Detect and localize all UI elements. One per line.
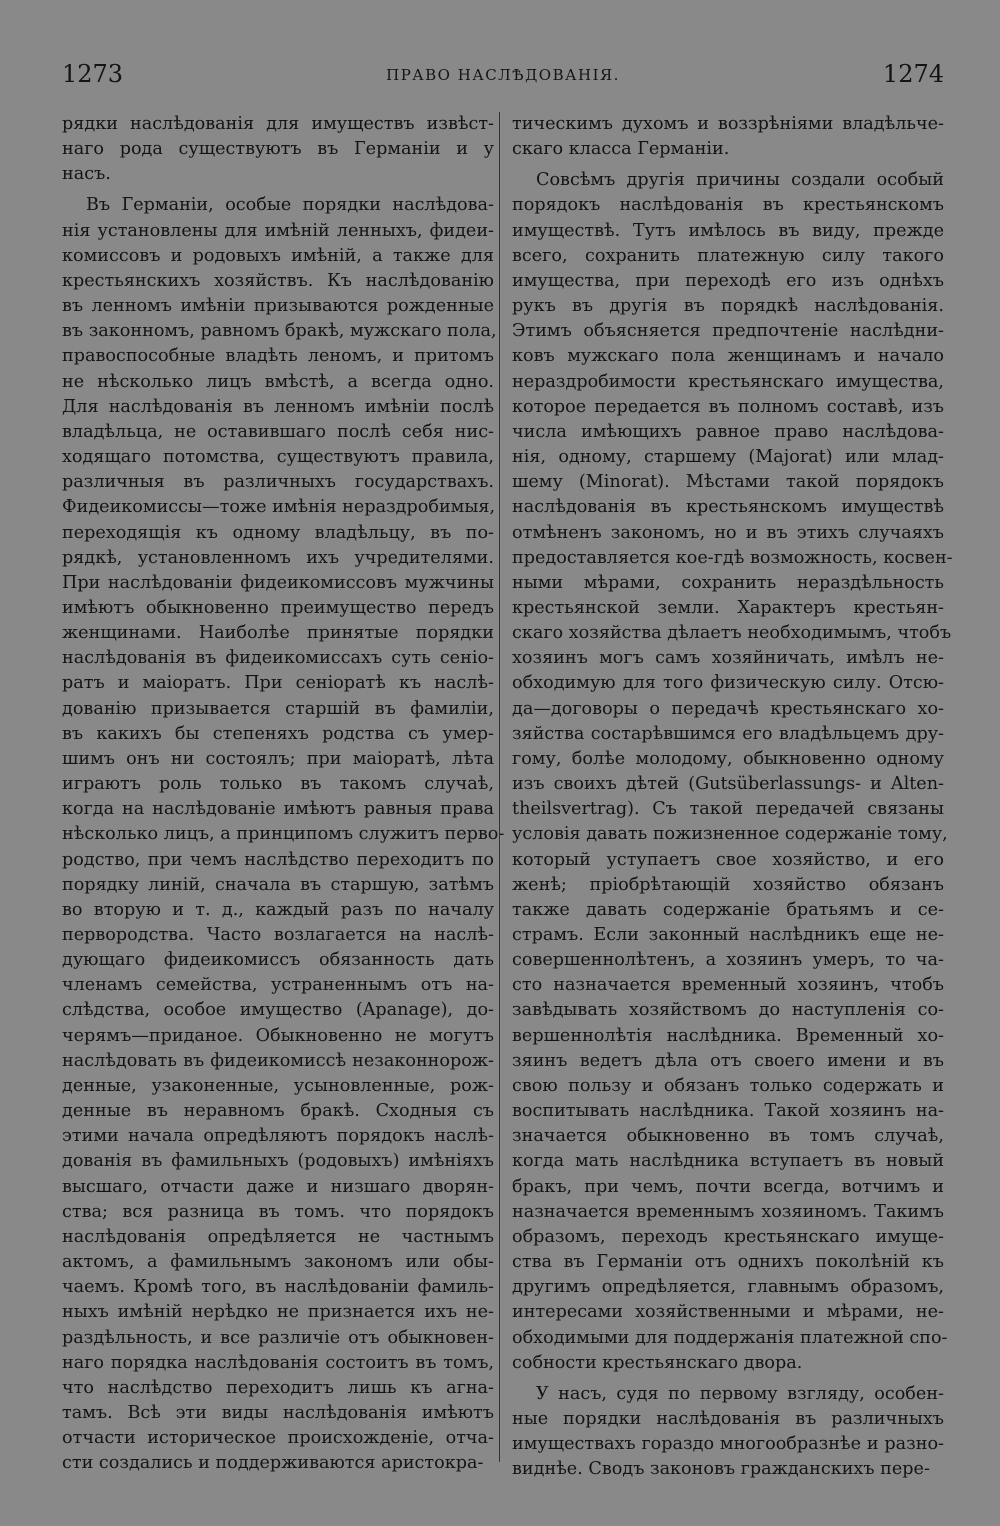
text-line: насъ. — [62, 164, 111, 185]
text-line: имуществѣ. Тутъ имѣлось въ виду, прежде — [512, 220, 944, 241]
text-line: Этимъ объясняется предпочтеніе наслѣдни- — [512, 321, 944, 342]
text-line: женѣ; пріобрѣтающій хозяйство обязанъ — [512, 874, 944, 895]
text-line: нія установлены для имѣній ленныхъ, фидеи- — [62, 220, 494, 241]
text-line: ходящаго потомства, существуютъ правила, — [62, 447, 494, 468]
text-line: женщинами. Наиболѣе принятые порядки — [62, 623, 494, 644]
text-line: наго порядка наслѣдованія состоитъ въ томъ, — [62, 1352, 494, 1373]
text-line: ныхъ имѣній нерѣдко не признается ихъ не- — [62, 1302, 494, 1323]
text-line: наслѣдованія въ крестьянскомъ имуществѣ — [512, 497, 944, 518]
left-column — [62, 112, 505, 1476]
text-line: назначается временнымъ хозяиномъ. Такимъ — [512, 1201, 944, 1222]
text-line: ратъ и маіоратъ. При сеніоратѣ къ наслѣ- — [62, 673, 494, 694]
text-line: theilsvertrag). Съ такой передачей связаны — [512, 799, 944, 820]
text-line: зяинъ ведетъ дѣла отъ своего имени и въ — [512, 1050, 944, 1071]
text-line: имѣютъ обыкновенно преимущество передъ — [62, 597, 494, 618]
text-line: бракъ, при чемъ, почти всегда, вотчимъ и — [512, 1176, 944, 1197]
text-line: ными мѣрами, сохранить нераздѣльность — [512, 572, 944, 593]
text-line: актомъ, а фамильнымъ закономъ или обы- — [62, 1252, 494, 1273]
text-line: въ ленномъ имѣніи призываются рожденные — [62, 296, 494, 317]
text-line: интересами хозяйственными и мѣрами, не- — [512, 1302, 944, 1323]
page-number-right: 1274 — [882, 60, 944, 88]
text-line: другимъ опредѣляется, главнымъ образомъ, — [512, 1277, 944, 1298]
text-line: порядку линій, сначала въ старшую, затѣмъ — [62, 874, 494, 895]
text-line: отмѣненъ закономъ, но и въ этихъ случаяхъ — [512, 522, 944, 543]
text-line: крестьянскихъ хозяйствъ. Къ наслѣдованію — [62, 270, 494, 291]
text-line: когда мать наслѣдника вступаетъ въ новый — [512, 1151, 944, 1172]
text-line: правоспособные владѣть леномъ, и притомъ — [62, 346, 494, 367]
text-line: раздѣльность, и все различіе отъ обыкновен- — [62, 1327, 494, 1348]
text-line: числа имѣющихъ равное право наслѣдова- — [512, 421, 944, 442]
text-line: рядки наслѣдованія для имуществъ извѣст- — [62, 114, 494, 134]
page-number-left: 1273 — [62, 60, 124, 88]
text-line: скаго класса Германіи. — [512, 139, 730, 160]
text-line: наслѣдованія въ фидеикомиссахъ суть сеніо- — [62, 648, 494, 669]
text-line: различныя въ различныхъ государствахъ. — [62, 472, 494, 493]
text-line: сти создались и поддерживаются аристокра- — [62, 1453, 484, 1474]
text-line: которое передается въ полномъ составѣ, изъ — [512, 396, 944, 417]
text-line: скаго хозяйства дѣлаетъ необходимымъ, чтобъ — [512, 623, 952, 644]
text-line: Въ Германіи, особые порядки наслѣдова- — [86, 195, 494, 216]
text-line: всего, сохранить платежную силу такого — [512, 245, 944, 266]
text-line: шему (Minorat). Мѣстами такой порядокъ — [512, 472, 944, 493]
text-line: слѣдства, особое имущество (Apanage), до- — [62, 1000, 494, 1021]
text-line: рукъ въ другія въ порядкѣ наслѣдованія. — [512, 296, 944, 317]
text-line: тическимъ духомъ и воззрѣніями владѣльче- — [512, 114, 944, 134]
text-line: денные, узаконенные, усыновленные, рож- — [62, 1075, 494, 1096]
text-line: наслѣдовать въ фидеикомиссѣ незаконнорож- — [62, 1050, 494, 1071]
text-line: хозяинъ могъ самъ хозяйничать, имѣлъ не- — [512, 648, 944, 669]
text-line: да—договоры о передачѣ крестьянскаго хо- — [512, 698, 944, 719]
text-line: нѣсколько лицъ, а принципомъ служитъ перво- — [62, 824, 505, 845]
text-line: крестьянской земли. Характеръ крестьян- — [512, 597, 944, 618]
text-line: имущества, при переходѣ его изъ однѣхъ — [512, 270, 944, 291]
text-line: наго рода существуютъ въ Германіи и у — [62, 139, 494, 160]
text-line: страмъ. Если законный наслѣдникъ еще не- — [512, 925, 944, 945]
text-line: въ законномъ, равномъ бракѣ, мужскаго пола, — [62, 321, 497, 342]
text-line: играютъ роль только въ такомъ случаѣ, — [62, 774, 494, 795]
text-line: ковъ мужскаго пола женщинамъ и начало — [512, 346, 944, 367]
text-line: предоставляется кое-гдѣ возможность, косвен- — [512, 547, 953, 568]
text-line: владѣльца, не оставившаго послѣ себя нис- — [62, 421, 494, 442]
text-line: Для наслѣдованія въ ленномъ имѣніи послѣ — [62, 396, 494, 417]
text-line: во вторую и т. д., каждый разъ по началу — [62, 899, 494, 920]
text-line: комиссовъ и родовыхъ имѣній, а также для — [62, 245, 494, 266]
text-line: свою пользу и обязанъ только содержать и — [512, 1075, 944, 1096]
text-line: У насъ, судя по первому взгляду, особен- — [536, 1383, 944, 1404]
text-line: нераздробимости крестьянскаго имущества, — [512, 371, 944, 392]
text-line: когда на наслѣдованіе имѣютъ равныя права — [62, 799, 494, 820]
running-title: ПРАВО НАСЛѢДОВАНІЯ. — [386, 66, 620, 84]
text-line: изъ своихъ дѣтей (Gutsüberlassungs- и Alten- — [512, 774, 944, 795]
text-line: въ какихъ бы степеняхъ родства съ умер- — [62, 723, 494, 744]
text-line: дующаго фидеикомиссъ обязанность дать — [62, 950, 494, 971]
text-line: членамъ семейства, устраненнымъ отъ на- — [62, 975, 494, 996]
text-line: наслѣдованія опредѣляется не частнымъ — [62, 1226, 494, 1247]
text-line: отчасти историческое происхожденіе, отча- — [62, 1428, 494, 1449]
text-line: высшаго, отчасти даже и низшаго дворян- — [62, 1176, 494, 1197]
text-line: виднѣе. Сводъ законовъ гражданскихъ пере- — [512, 1459, 930, 1480]
text-line: обходимыми для поддержанія платежной спо- — [512, 1327, 948, 1348]
text-line: собности крестьянскаго двора. — [512, 1352, 803, 1373]
text-line: завѣдывать хозяйствомъ до наступленія со- — [512, 1000, 944, 1021]
text-line: зяйства состарѣвшимся его владѣльцемъ дру- — [512, 723, 944, 744]
text-line: имуществахъ гораздо многообразнѣе и разно- — [512, 1434, 944, 1455]
text-line: обходимую для того физическую силу. Отсю- — [512, 673, 944, 694]
text-line: порядокъ наслѣдованія въ крестьянскомъ — [512, 195, 944, 216]
text-line: денные въ неравномъ бракѣ. Сходныя съ — [62, 1101, 494, 1122]
text-line: первородства. Часто возлагается на наслѣ- — [62, 925, 494, 945]
text-line: рядкѣ, установленномъ ихъ учредителями. — [62, 547, 494, 568]
text-line: что наслѣдство переходитъ лишь къ агна- — [62, 1377, 494, 1398]
text-line: гому, болѣе молодому, обыкновенно одному — [512, 748, 944, 769]
text-line: нія, одному, старшему (Majorat) или млад- — [512, 447, 944, 468]
text-line: также давать содержаніе братьямъ и се- — [512, 899, 944, 920]
text-line: ства въ Германіи отъ однихъ поколѣній къ — [512, 1252, 944, 1273]
text-line: сто назначается временный хозяинъ, чтобъ — [512, 975, 944, 996]
text-line: этими начала опредѣляютъ порядокъ наслѣ- — [62, 1126, 494, 1147]
text-line: значается обыкновенно въ томъ случаѣ, — [512, 1126, 944, 1147]
text-line: ные порядки наслѣдованія въ различныхъ — [512, 1408, 944, 1429]
text-line: который уступаетъ свое хозяйство, и его — [512, 849, 944, 870]
text-line: черямъ—приданое. Обыкновенно не могутъ — [62, 1025, 494, 1046]
text-line: совершеннолѣтенъ, а хозяинъ умеръ, то ча- — [512, 950, 944, 971]
text-line: тамъ. Всѣ эти виды наслѣдованія имѣютъ — [62, 1402, 494, 1423]
right-column — [512, 112, 953, 1482]
column-divider — [499, 112, 500, 1462]
page-header — [62, 60, 944, 96]
text-line: не нѣсколько лицъ вмѣстѣ, а всегда одно. — [62, 371, 494, 392]
text-line: дованію призывается старшій въ фамиліи, — [62, 698, 494, 719]
text-line: условія давать пожизненное содержаніе тому, — [512, 824, 948, 845]
text-line: При наслѣдованіи фидеикомиссовъ мужчины — [62, 572, 494, 593]
text-line: чаемъ. Кромѣ того, въ наслѣдованіи фамиль- — [62, 1277, 494, 1298]
text-line: дованія въ фамильныхъ (родовыхъ) имѣніяхъ — [62, 1151, 494, 1172]
text-line: переходящія къ одному владѣльцу, въ по- — [62, 522, 494, 543]
text-line: шимъ онъ ни состоялъ; при маіоратѣ, лѣта — [62, 748, 494, 769]
text-line: образомъ, переходъ крестьянскаго имуще- — [512, 1226, 944, 1247]
text-line: воспитывать наслѣдника. Такой хозяинъ на- — [512, 1101, 944, 1122]
text-line: Фидеикомиссы—тоже имѣнія нераздробимыя, — [62, 497, 496, 518]
text-line: вершеннолѣтія наслѣдника. Временный хо- — [512, 1025, 944, 1046]
text-line: ства; вся разница въ томъ. что порядокъ — [62, 1201, 494, 1222]
text-line: Совсѣмъ другія причины создали особый — [536, 170, 944, 191]
text-line: родство, при чемъ наслѣдство переходитъ по — [62, 849, 494, 870]
